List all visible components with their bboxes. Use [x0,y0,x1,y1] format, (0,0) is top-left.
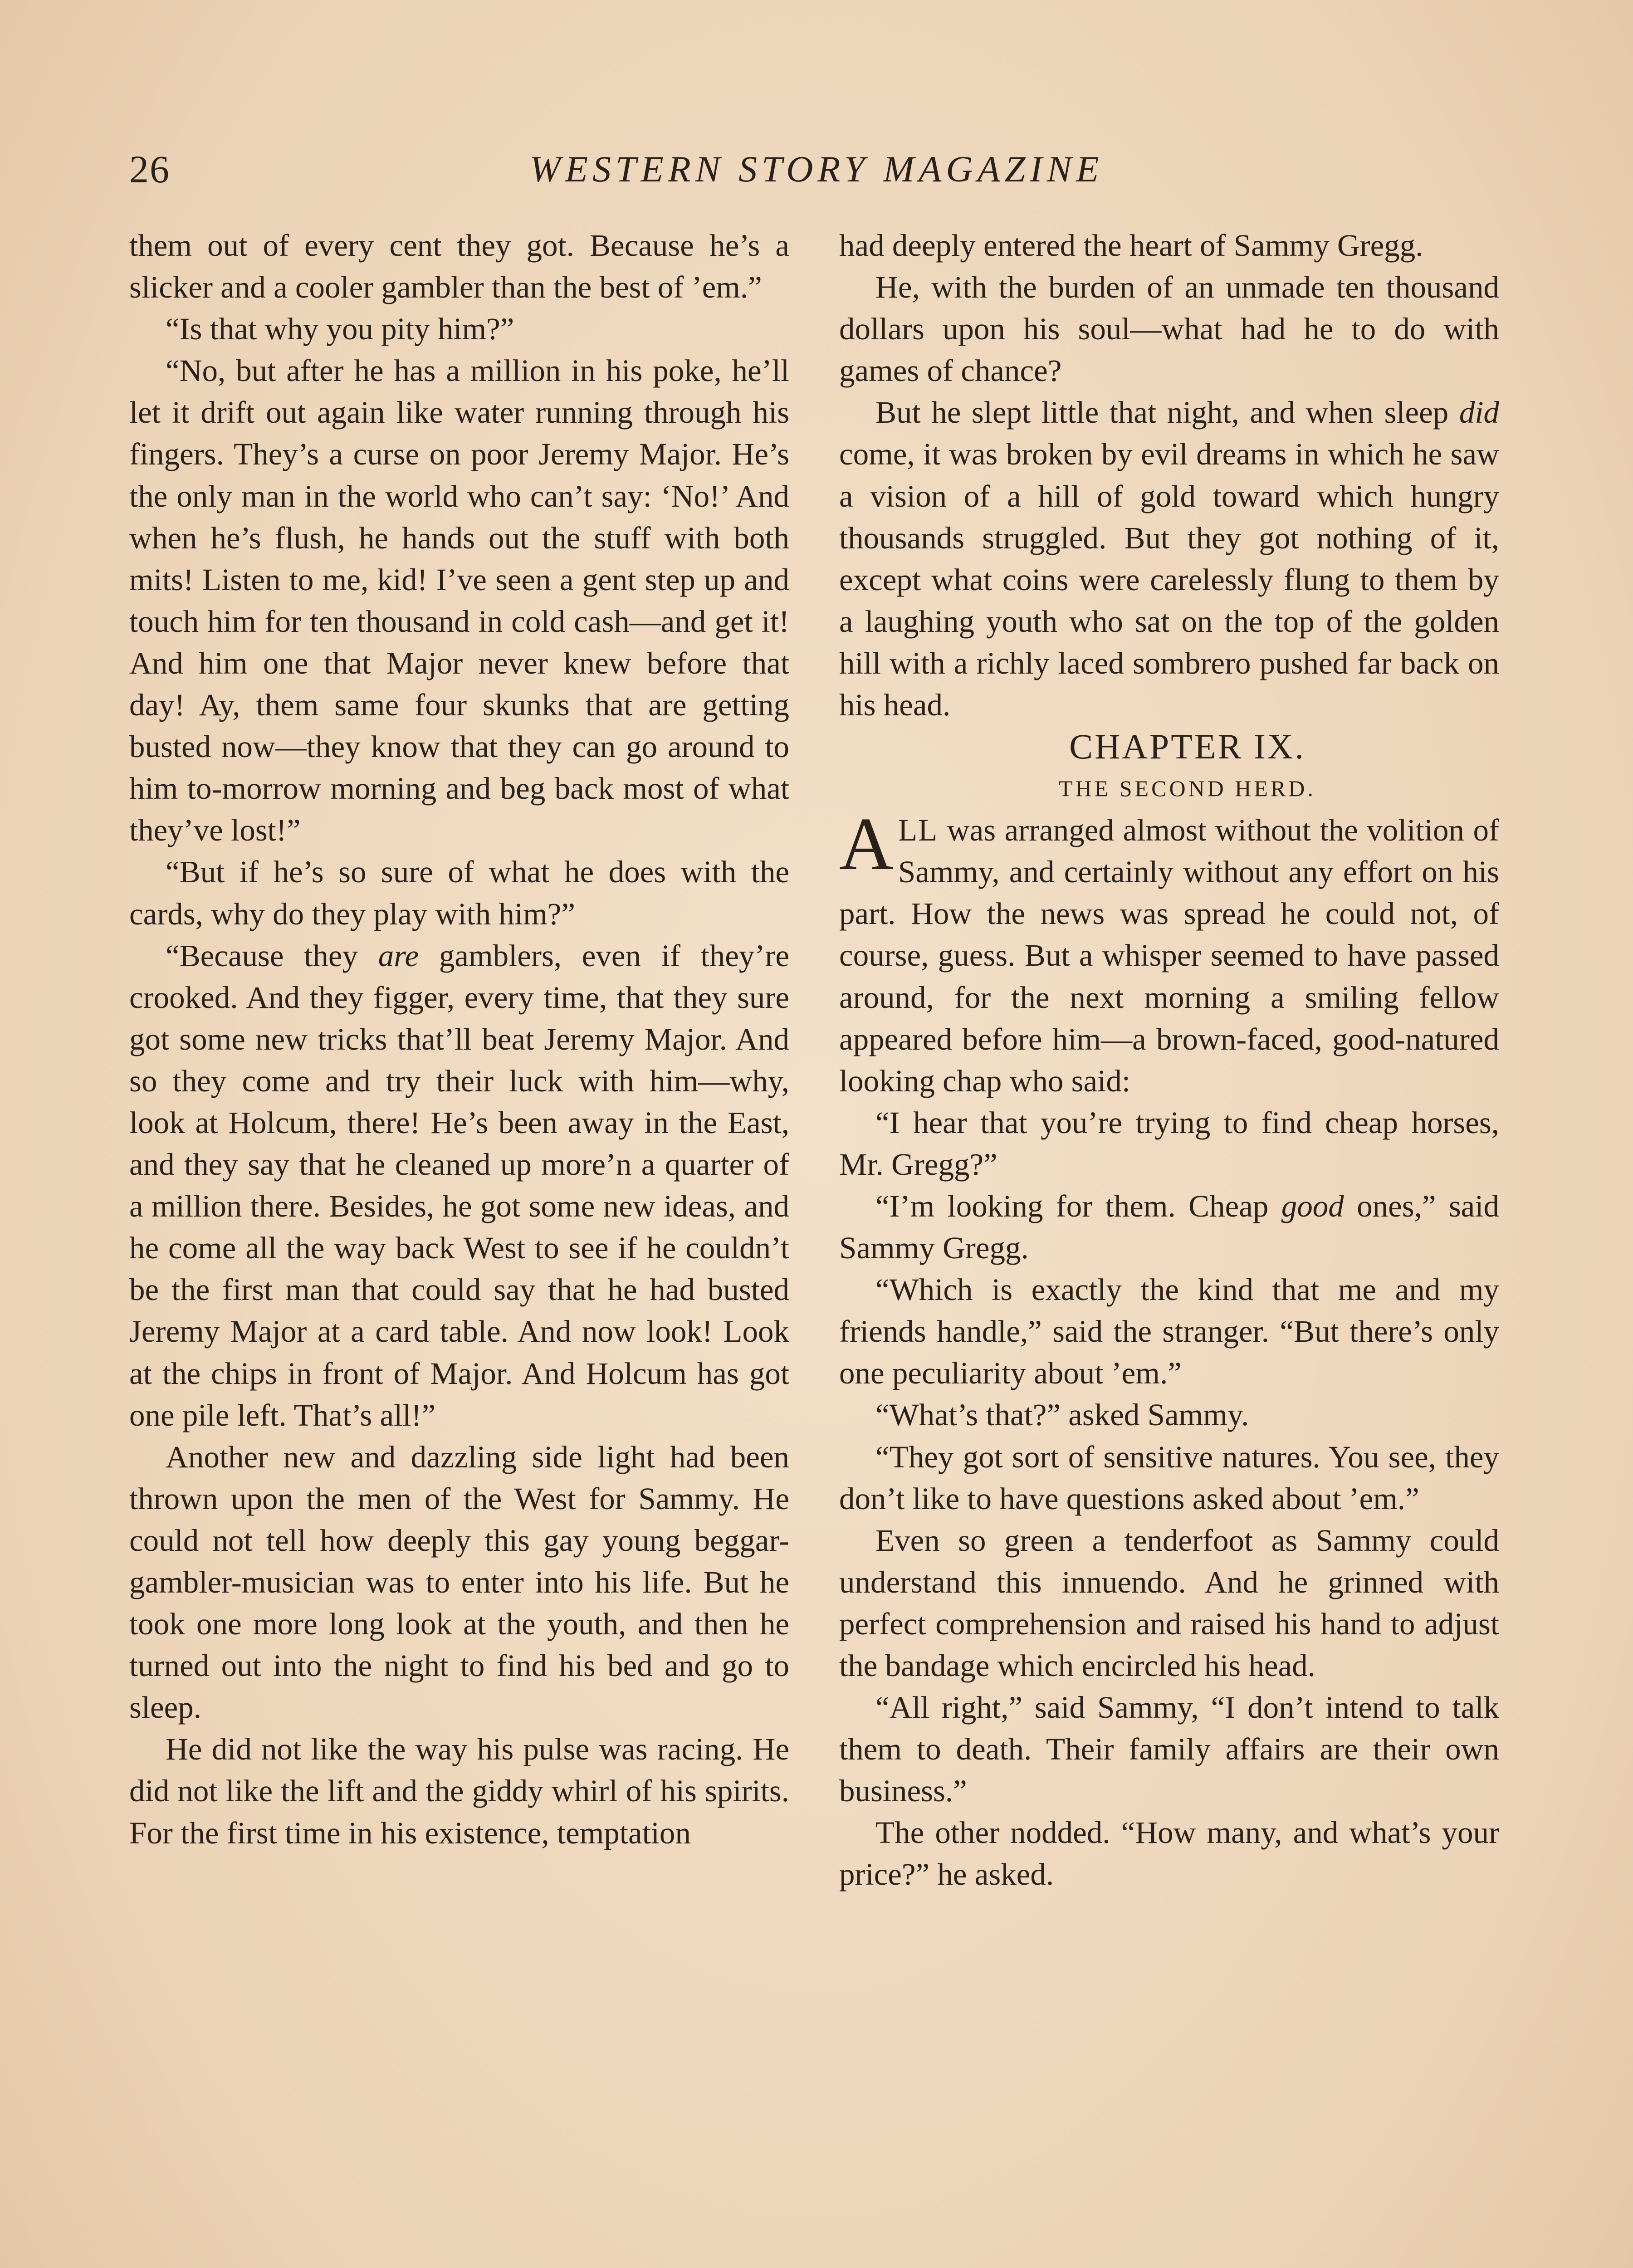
paragraph: had deeply entered the heart of Sammy Gregg. [839,228,1423,263]
paragraph: “What’s that?” asked Sammy. [875,1398,1249,1432]
paragraph: He did not like the way his pulse was racing. He did not like the lift and the giddy whirl of his spirits. For the first time in his existence, temptation [129,1732,789,1850]
paragraph: The other nodded. “How many, and what’s your price?” he asked. [839,1815,1499,1892]
text-run: ones,” said Sammy Gregg. [839,1188,1499,1266]
page-number: 26 [129,147,170,191]
paragraph [129,935,789,1436]
lead-in: LL [898,813,939,848]
text-run: “I’m looking for them. Cheap [875,1188,1281,1223]
paragraph: “Is that why you pity him?” [166,312,514,347]
paragraph: “But if he’s so sure of what he does with the cards, why do they play with him?” [129,855,789,931]
paragraph [839,802,1499,1102]
paragraph [839,391,1499,726]
page-header [129,144,1504,194]
text-run: gamblers, even if they’re crooked. And they figger, every time, that they sure got some new tricks that’ll beat Jeremy Major. And so they come and try their luck with him—why, look at Holcum, there! He’s been away in the East, and they say that he cleaned up more’n a quarter of a million there. Besides, he got some new ideas, and he come all the way back West to see if he couldn’t be the first man that could say that he had busted Jeremy Major at a card table. And now look! Look at the chips in front of Major. And Holcum has got one pile left. That’s all!” [129,938,789,1432]
drop-cap: A [839,802,894,886]
paragraph: “Which is exactly the kind that me and my friends handle,” said the stranger. “But there’s only one peculiarity about ’em.” [839,1272,1499,1391]
right-column [839,225,1499,1896]
emphasis: are [378,938,419,973]
chapter-heading: CHAPTER IX. [1069,727,1305,767]
text-run: But he slept little that night, and when sleep [875,395,1459,430]
paragraph: “All right,” said Sammy, “I don’t intend to talk them to death. Their family affairs are their own business.” [839,1690,1499,1809]
paragraph: “No, but after he has a million in his poke, he’ll let it drift out again like water running through his fingers. They’s a curse on poor Jeremy Major. He’s the only man in the world who can’t say: ‘No!’ And when he’s flush, he hands out the stuff with both mits! Listen to me, kid! I’ve seen a gent step up and touch him for ten thousand in cold cash—and get it! And him one that Major never knew before that day! Ay, them same four skunks that are getting busted now—they know that they can go around to him to-morrow morning and beg back most of what they’ve lost!” [129,353,789,848]
paragraph: “They got sort of sensitive natures. You see, they don’t like to have questions asked about ’em.” [839,1439,1499,1516]
emphasis: good [1281,1188,1344,1223]
paragraph: them out of every cent they got. Because he’s a slicker and a cooler gambler than the best of ’em.” [129,228,789,305]
chapter-subtitle: THE SECOND HERD. [1059,776,1316,802]
paragraph: Another new and dazzling side light had been thrown upon the men of the West for Sammy. He could not tell how deeply this gay young beggar-gambler-musician was to enter into his life. But he took one more long look at the youth, and then he turned out into the night to find his bed and go to sleep. [129,1439,789,1725]
paragraph [839,1185,1499,1269]
text-run: was arranged almost without the volition of Sammy, and certainly without any effort on his part. How the news was spread he could not, of course, guess. But a whisper seemed to have passed around, for the next morning a smiling fellow appeared before him—a brown-faced, good-natured looking chap who said: [839,813,1499,1098]
paragraph: Even so green a tenderfoot as Sammy could understand this innuendo. And he grinned with perfect comprehension and raised his hand to adjust the bandage which encircled his head. [839,1523,1499,1683]
paragraph: “I hear that you’re trying to find cheap horses, Mr. Gregg?” [839,1105,1499,1182]
text-run: “Because they [166,938,378,973]
magazine-title: WESTERN STORY MAGAZINE [529,148,1104,190]
paragraph: He, with the burden of an unmade ten thousand dollars upon his soul—what had he to do with games of chance? [839,270,1499,388]
left-column [129,225,789,1854]
emphasis: did [1459,395,1499,430]
text-run: come, it was broken by evil dreams in which he saw a vision of a hill of gold toward which hungry thousands struggled. But they got nothing of it, except what coins were carelessly flung to them by a laughing youth who sat on the top of the golden hill with a richly laced sombrero pushed far back on his head. [839,437,1499,723]
